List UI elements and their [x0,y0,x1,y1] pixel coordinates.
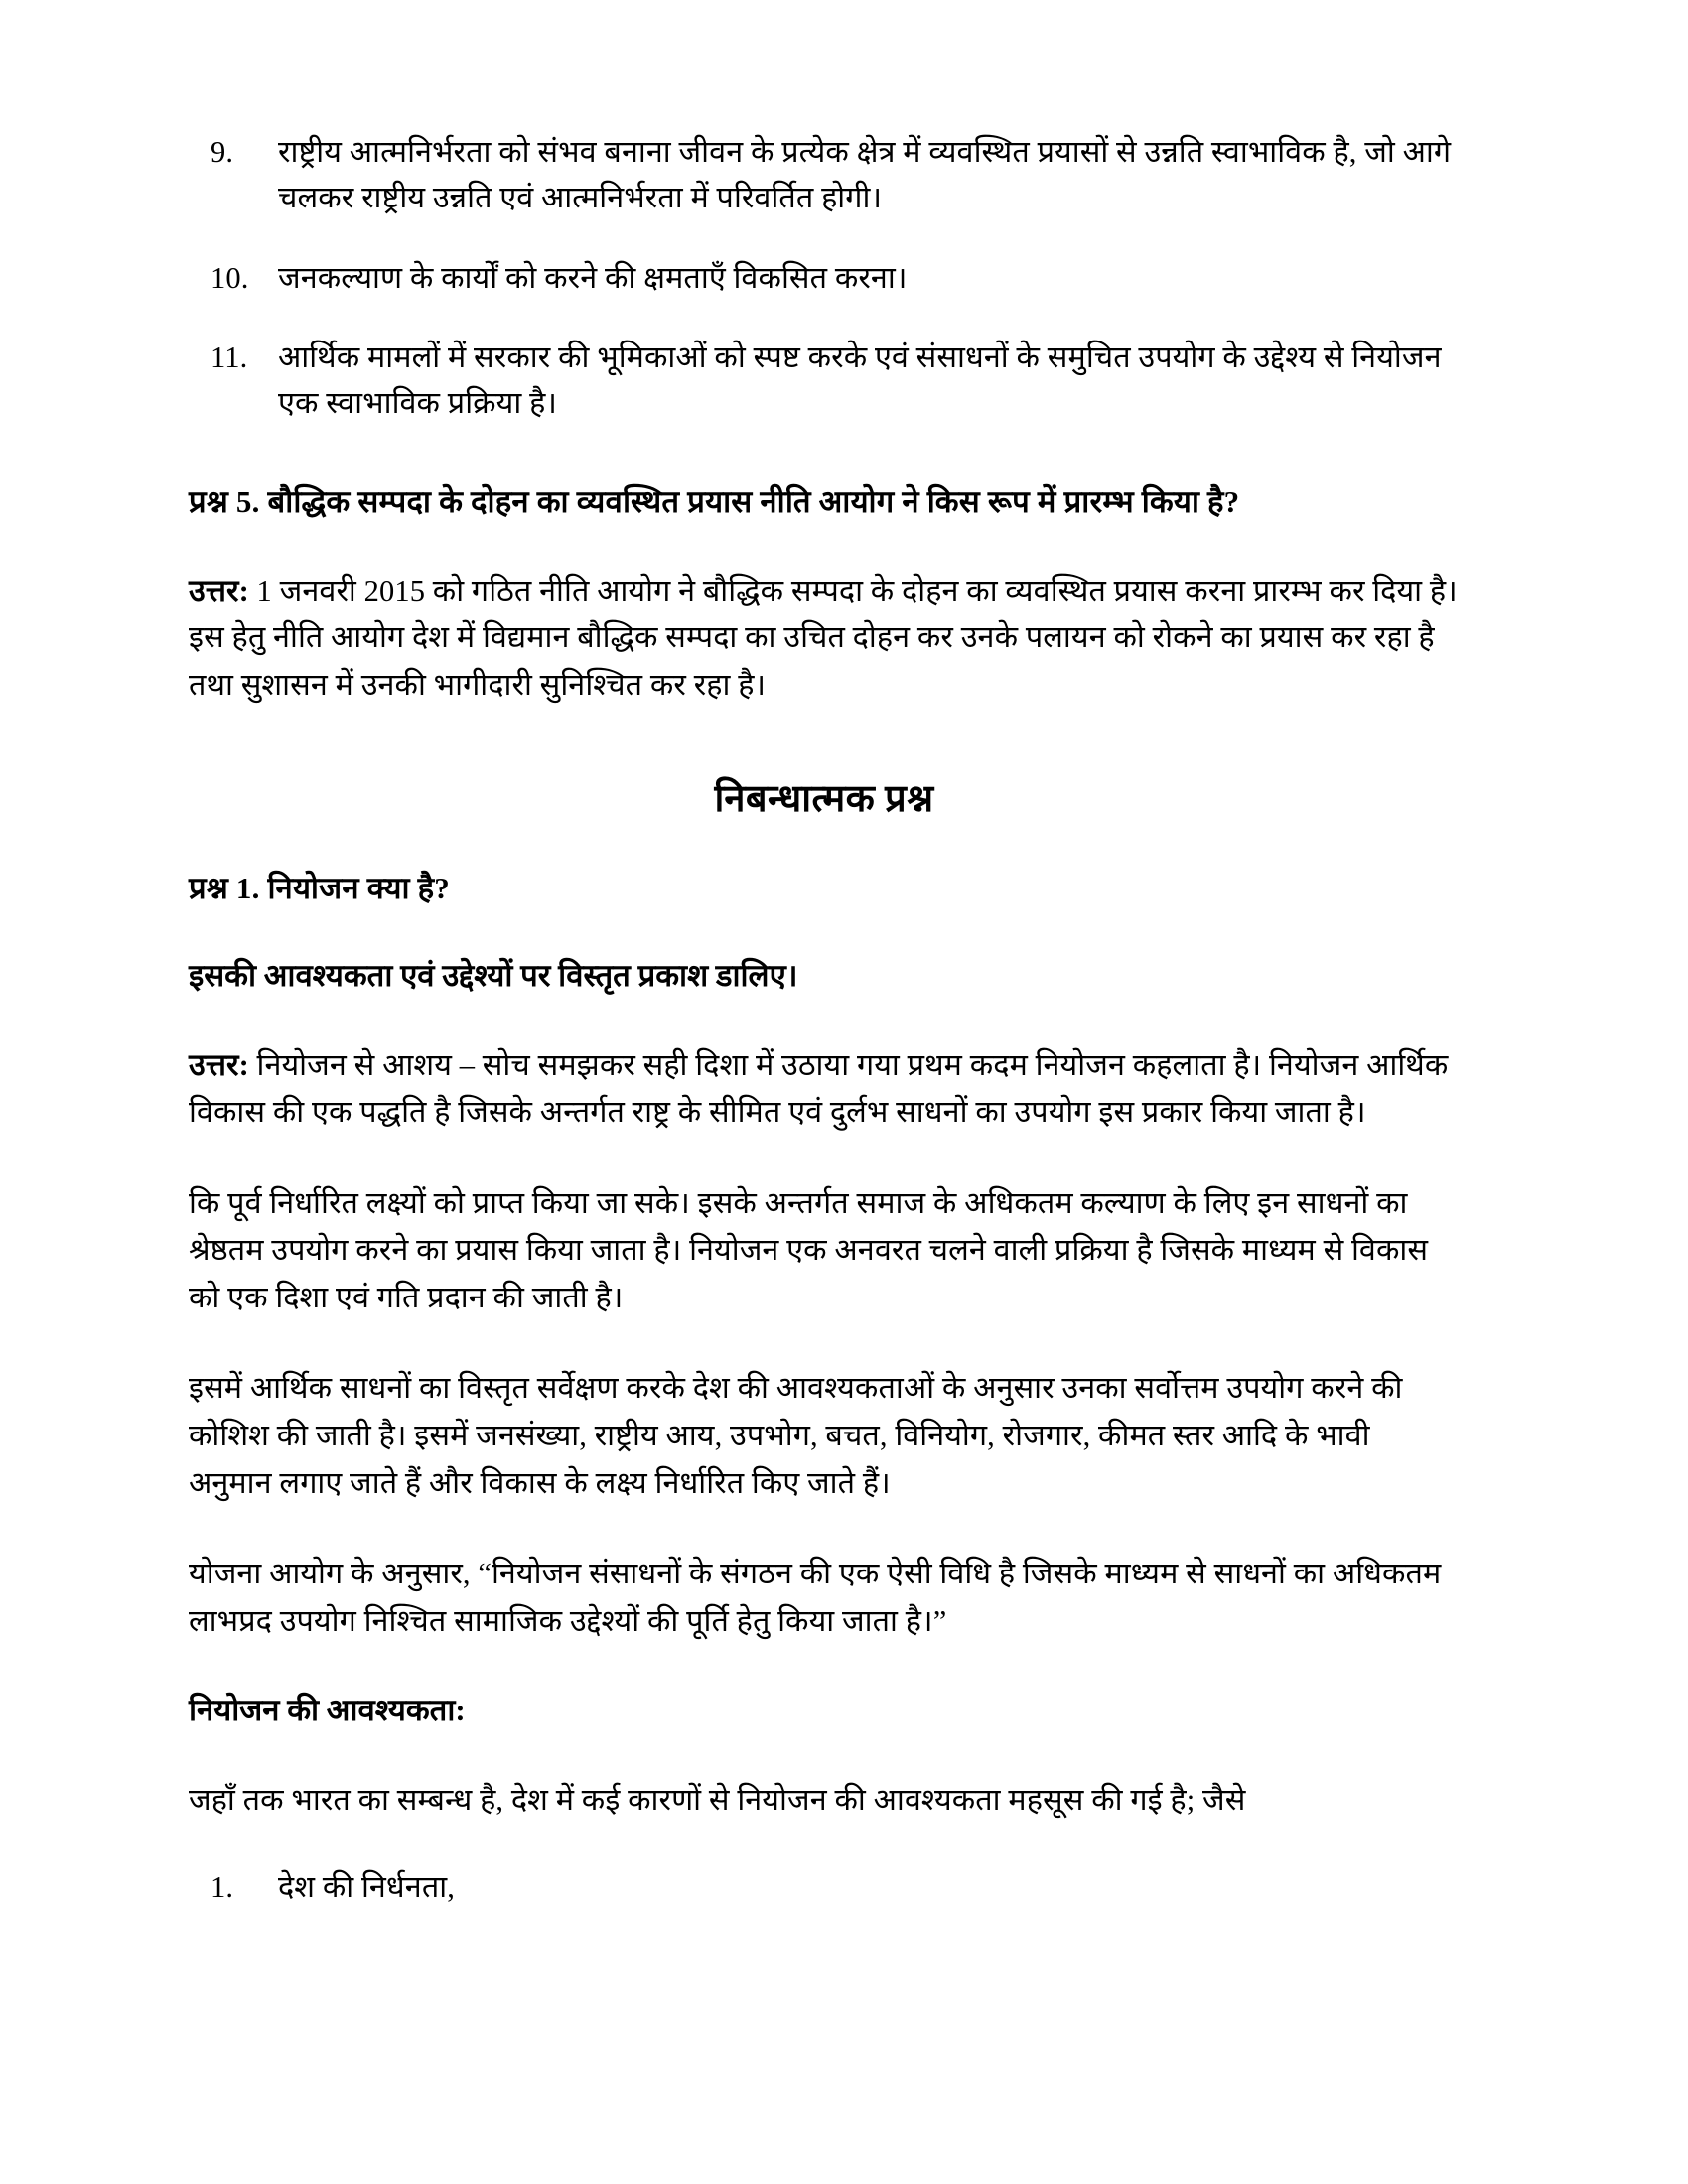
section-title: निबन्धात्मक प्रश्न [714,777,934,820]
page-content [189,129,1460,1910]
question-5-answer [189,568,1460,710]
answer-label: उत्तर: [189,573,249,608]
requirement-list [189,1864,1460,1910]
list-item-text: जनकल्याण के कार्यों को करने की क्षमताएँ विकसित करना। [278,260,908,295]
requirement-intro: जहाँ तक भारत का सम्बन्ध है, देश में कई कारणों से नियोजन की आवश्यकता महसूस की गई है; जैसे [189,1783,1246,1818]
question-1-answer-paragraph-1 [189,1042,1460,1137]
question-1-heading: प्रश्न 1. नियोजन क्या है? [189,870,451,905]
list-item-text: आर्थिक मामलों में सरकार की भूमिकाओं को स्पष्ट करके एवं संसाधनों के समुचित उपयोग के उद्देश्य से नियोजन एक स्वाभाविक प्रक्रिया है। [278,341,1442,421]
question-1-subheading: इसकी आवश्यकता एवं उद्देश्यों पर विस्तृत प्रकाश डालिए। [189,957,798,993]
question-1-answer-paragraph-4: योजना आयोग के अनुसार, “नियोजन संसाधनों के संगठन की एक ऐसी विधि है जिसके माध्यम से साधनों का अधिकतम लाभप्रद उपयोग निश्चित सामाजिक उद्देश्यों की पूर्ति हेतु किया जाता है।” [189,1557,1442,1638]
continued-numbered-list [189,129,1460,427]
list-item [211,129,1460,221]
question-5-heading: प्रश्न 5. बौद्धिक सम्पदा के दोहन का व्यवस्थित प्रयास नीति आयोग ने किस रूप में प्रारम्भ किया है? [189,483,1240,519]
list-item-marker: 11. [211,341,248,375]
requirement-heading: नियोजन की आवश्यकता: [189,1693,466,1728]
list-item [211,255,1460,301]
list-item-text: देश की निर्धनता, [278,1869,455,1904]
question-1-answer-paragraph-3: इसमें आर्थिक साधनों का विस्तृत सर्वेक्षण करके देश की आवश्यकताओं के अनुसार उनका सर्वोत्तम उपयोग करने की कोशिश की जाती है। इसमें जनसंख्या, राष्ट्रीय आय, उपभोग, बचत, विनियोग, रोजगार, कीमत स्तर आदि के भावी अनुमान लगाए जाते हैं और विकास के लक्ष्य निर्धारित किए जाते हैं। [189,1371,1403,1500]
list-item-marker: 9. [211,135,234,169]
answer-text: नियोजन से आशय – सोच समझकर सही दिशा में उठाया गया प्रथम कदम नियोजन कहलाता है। नियोजन आर्थिक विकास की एक पद्धति है जिसके अन्तर्गत राष्ट्र के सीमित एवं दुर्लभ साधनों का उपयोग इस प्रकार किया जाता है। [189,1047,1449,1130]
list-item-text: राष्ट्रीय आत्मनिर्भरता को संभव बनाना जीवन के प्रत्येक क्षेत्र में व्यवस्थित प्रयासों से उन्नति स्वाभाविक है, जो आगे चलकर राष्ट्रीय उन्नति एवं आत्मनिर्भरता में परिवर्तित होगी। [278,135,1452,215]
answer-text: 1 जनवरी 2015 को गठित नीति आयोग ने बौद्धिक सम्पदा के दोहन का व्यवस्थित प्रयास करना प्रारम्भ कर दिया है। इस हेतु नीति आयोग देश में विद्यमान बौद्धिक सम्पदा का उचित दोहन कर उनके पलायन को रोकने का प्रयास कर रहा है तथा सुशासन में उनकी भागीदारी सुनिश्चित कर रहा है। [189,573,1458,702]
list-item-marker: 1. [211,1869,234,1904]
list-item [211,335,1460,427]
list-item-marker: 10. [211,260,249,295]
list-item [211,1864,1460,1910]
question-1-answer-paragraph-2: कि पूर्व निर्धारित लक्ष्यों को प्राप्त किया जा सके। इसके अन्तर्गत समाज के अधिकतम कल्याण के लिए इन साधनों का श्रेष्ठतम उपयोग करने का प्रयास किया जाता है। नियोजन एक अनवरत चलने वाली प्रक्रिया है जिसके माध्यम से विकास को एक दिशा एवं गति प्रदान की जाती है। [189,1185,1429,1314]
answer-label: उत्तर: [189,1047,249,1082]
